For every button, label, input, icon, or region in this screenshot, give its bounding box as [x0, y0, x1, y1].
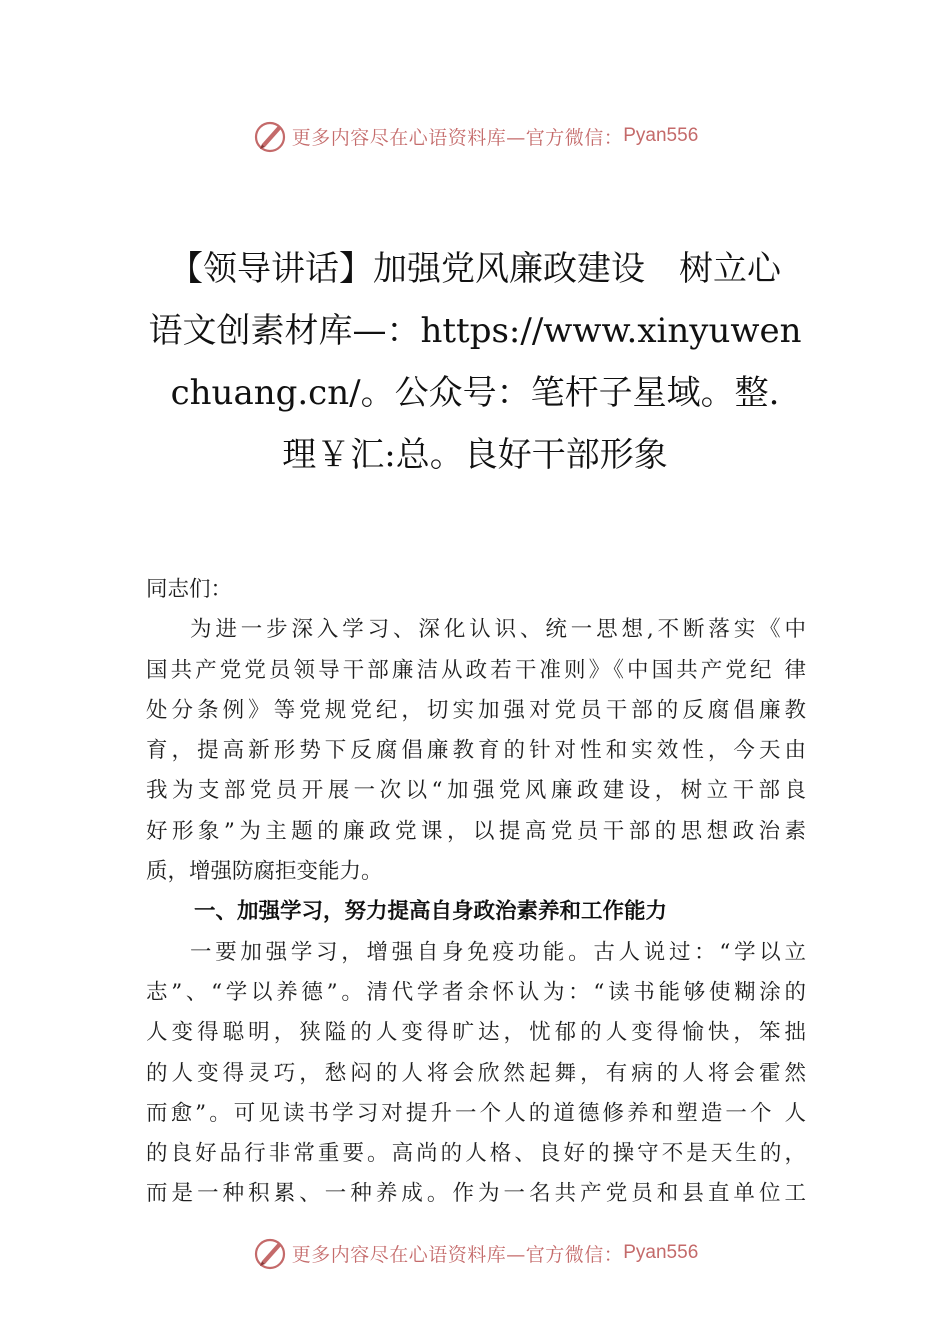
watermark-text: 更多内容尽在心语资料库—官方微信：	[291, 1243, 624, 1266]
text-line: 处分条例》等党规党纪，切实加强对党员干部的反腐倡廉教	[146, 697, 806, 723]
watermark-wechat-id: Pyan556	[623, 125, 699, 146]
text-line: 而是一种积累、一种养成。作为一名共产党员和县直单位工	[146, 1181, 806, 1207]
salutation: 同志们：	[146, 577, 233, 602]
watermark-wechat-id: Pyan556	[623, 1242, 699, 1263]
watermark-text: 更多内容尽在心语资料库—官方微信：	[291, 126, 624, 149]
paragraph-intro	[146, 610, 806, 892]
text-line: 的良好品行非常重要。高尚的人格、良好的操守不是天生的，	[146, 1141, 806, 1167]
document-body	[146, 570, 806, 1215]
header-watermark	[0, 116, 950, 156]
pen-logo-icon	[252, 118, 288, 154]
pen-logo-icon	[252, 1235, 288, 1271]
text-line: 国共产党党员领导干部廉洁从政若干准则》《中国共产党纪 律	[146, 657, 806, 683]
text-line: 的人变得灵巧，愁闷的人将会欣然起舞，有病的人将会霍然	[146, 1060, 806, 1086]
title-line: 语文创素材库—：https://www.xinyuwen	[148, 311, 802, 351]
title-line: 【领导讲话】加强党风廉政建设 树立心	[169, 249, 781, 289]
text-line: 质，增强防腐拒变能力。	[146, 859, 383, 885]
title-line: 理￥汇:总。良好干部形象	[282, 435, 668, 475]
text-line: 而愈”。可见读书学习对提升一个人的道德修养和塑造一个 人	[146, 1100, 806, 1126]
document-title	[140, 238, 810, 486]
text-line: 一要加强学习，增强自身免疫功能。古人说过：“学以立	[190, 939, 806, 965]
title-line: chuang.cn/。公众号：笔杆子星域。整.	[170, 373, 780, 413]
text-line: 育，提高新形势下反腐倡廉教育的针对性和实效性，今天由	[146, 738, 806, 764]
text-line: 我为支部党员开展一次以“加强党风廉政建设，树立干部良	[146, 778, 806, 804]
text-line: 为进一步深入学习、深化认识、统一思想,不断落实《中	[190, 617, 806, 643]
text-line: 人变得聪明，狭隘的人变得旷达，忧郁的人变得愉快，笨拙	[146, 1020, 806, 1046]
text-line: 志”、“学以养德”。清代学者余怀认为：“读书能够使糊涂的	[146, 979, 806, 1005]
paragraph-study	[146, 933, 806, 1215]
section-heading: 一、加强学习，努力提高自身政治素养和工作能力	[194, 899, 668, 925]
text-line: 好形象”为主题的廉政党课，以提高党员干部的思想政治素	[146, 818, 806, 844]
footer-watermark	[0, 1233, 950, 1273]
